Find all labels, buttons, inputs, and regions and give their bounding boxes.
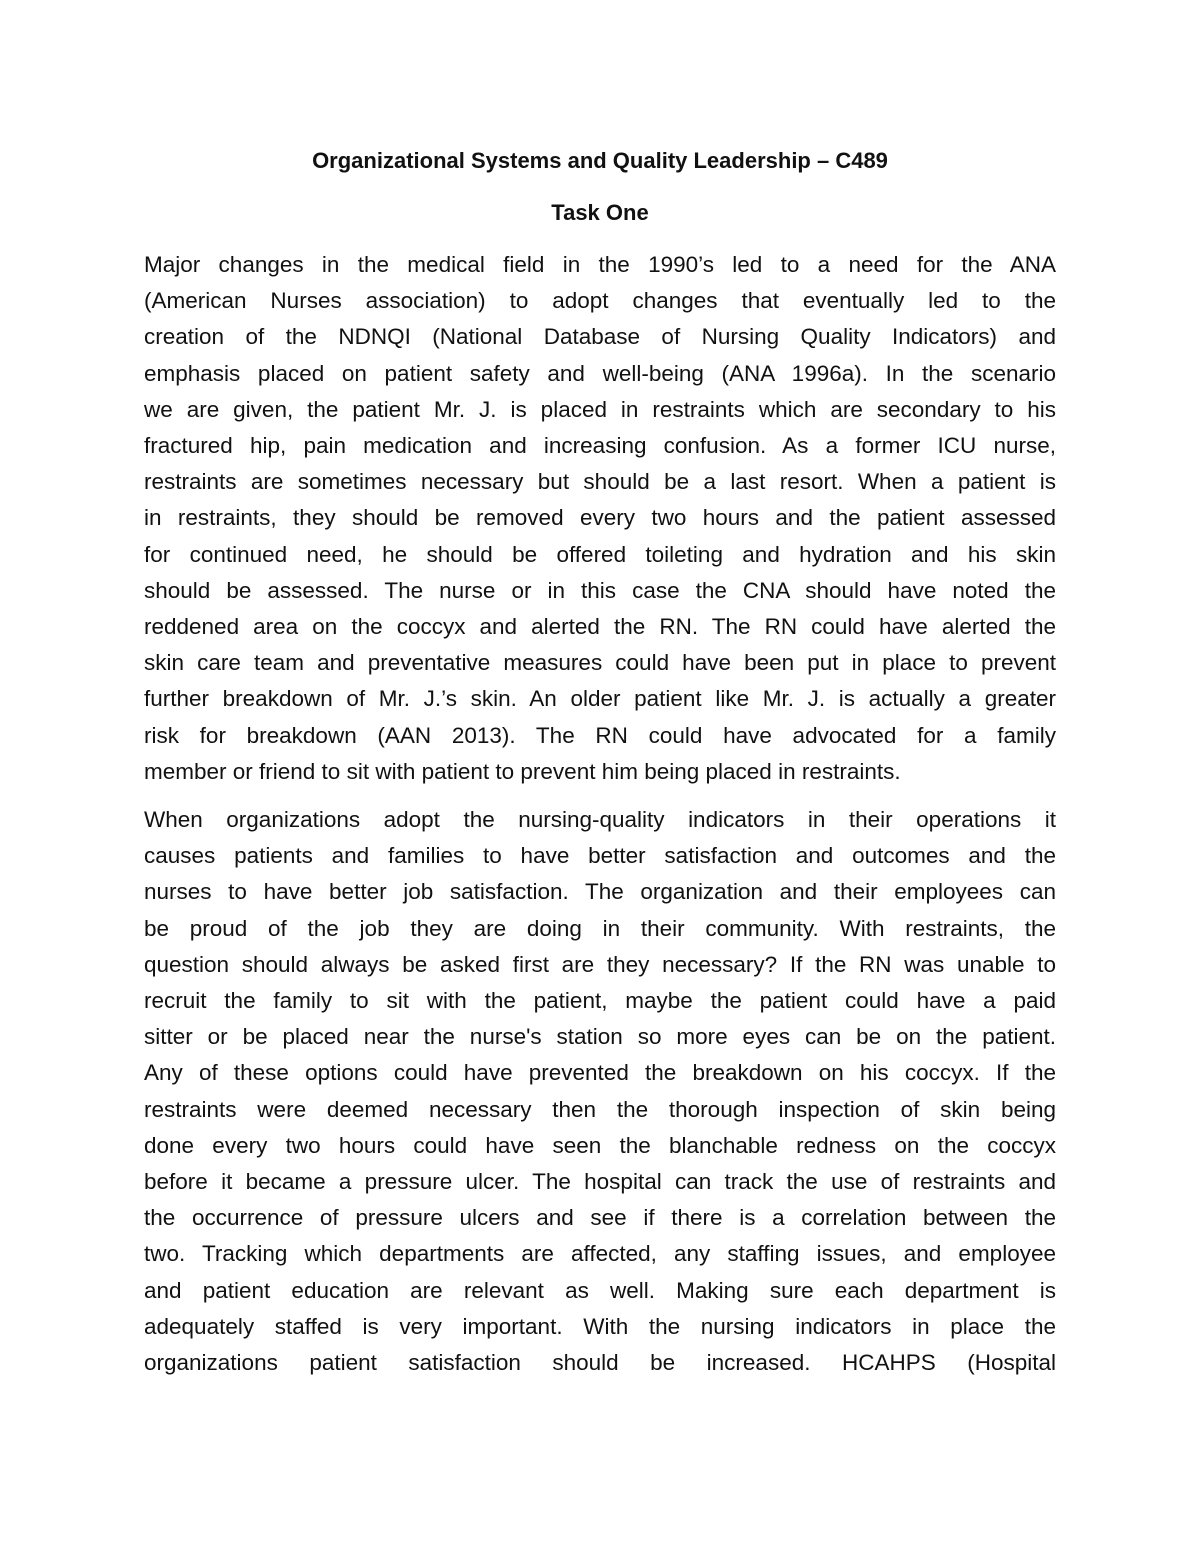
paragraph-line: member or friend to sit with patient to prevent him being placed in restraints. bbox=[144, 758, 901, 784]
paragraph-line: risk for breakdown (AAN 2013). The RN could have advocated for a family bbox=[144, 722, 1056, 748]
paragraph-line: the occurrence of pressure ulcers and see if there is a correlation between the bbox=[144, 1205, 1056, 1231]
paragraph-line: be proud of the job they are doing in their community. With restraints, the bbox=[144, 915, 1056, 941]
paragraph-line: causes patients and families to have better satisfaction and outcomes and the bbox=[144, 843, 1056, 869]
paragraph-line: skin care team and preventative measures could have been put in place to prevent bbox=[144, 650, 1056, 676]
paragraph-line: creation of the NDNQI (National Database of Nursing Quality Indicators) and bbox=[144, 324, 1056, 350]
paragraph-line: organizations patient satisfaction should be increased. HCAHPS (Hospital bbox=[144, 1350, 1056, 1376]
paragraph-line: two. Tracking which departments are affected, any staffing issues, and employee bbox=[144, 1241, 1056, 1267]
document-body bbox=[144, 247, 1056, 1381]
paragraph-line: sitter or be placed near the nurse's station so more eyes can be on the patient. bbox=[144, 1024, 1056, 1050]
paragraph-line: should be assessed. The nurse or in this case the CNA should have noted the bbox=[144, 577, 1056, 603]
paragraph-line: When organizations adopt the nursing-quality indicators in their operations it bbox=[144, 807, 1056, 833]
paragraph-line: in restraints, they should be removed every two hours and the patient assessed bbox=[144, 505, 1056, 531]
paragraph-line: done every two hours could have seen the blanchable redness on the coccyx bbox=[144, 1132, 1056, 1158]
paragraph-line: (American Nurses association) to adopt changes that eventually led to the bbox=[144, 288, 1056, 314]
paragraph-line: Any of these options could have prevented the breakdown on his coccyx. If the bbox=[144, 1060, 1056, 1086]
paragraph-line: restraints were deemed necessary then the thorough inspection of skin being bbox=[144, 1096, 1056, 1122]
paragraph-line: question should always be asked first are they necessary? If the RN was unable to bbox=[144, 951, 1056, 977]
paragraph-line: adequately staffed is very important. With the nursing indicators in place the bbox=[144, 1313, 1056, 1339]
paragraph-line: further breakdown of Mr. J.’s skin. An older patient like Mr. J. is actually a greater bbox=[144, 686, 1056, 712]
paragraph-line: nurses to have better job satisfaction. The organization and their employees can bbox=[144, 879, 1056, 905]
paragraph-2 bbox=[144, 802, 1056, 1381]
paragraph-line: reddened area on the coccyx and alerted the RN. The RN could have alerted the bbox=[144, 614, 1056, 640]
paragraph-line: recruit the family to sit with the patient, maybe the patient could have a paid bbox=[144, 988, 1056, 1014]
paragraph-line: and patient education are relevant as well. Making sure each department is bbox=[144, 1277, 1056, 1303]
paragraph-line: for continued need, he should be offered toileting and hydration and his skin bbox=[144, 541, 1056, 567]
document-title: Organizational Systems and Quality Leadership – C489 bbox=[312, 148, 888, 173]
paragraph-line: emphasis placed on patient safety and well-being (ANA 1996a). In the scenario bbox=[144, 360, 1056, 386]
paragraph-line: before it became a pressure ulcer. The hospital can track the use of restraints and bbox=[144, 1169, 1056, 1195]
document-subtitle: Task One bbox=[551, 200, 649, 225]
paragraph-line: restraints are sometimes necessary but should be a last resort. When a patient is bbox=[144, 469, 1056, 495]
paragraph-line: fractured hip, pain medication and increasing confusion. As a former ICU nurse, bbox=[144, 433, 1056, 459]
paragraph-1 bbox=[144, 247, 1056, 790]
paragraph-line: Major changes in the medical field in the 1990’s led to a need for the ANA bbox=[144, 252, 1056, 277]
paragraph-line: we are given, the patient Mr. J. is placed in restraints which are secondary to his bbox=[144, 396, 1056, 422]
